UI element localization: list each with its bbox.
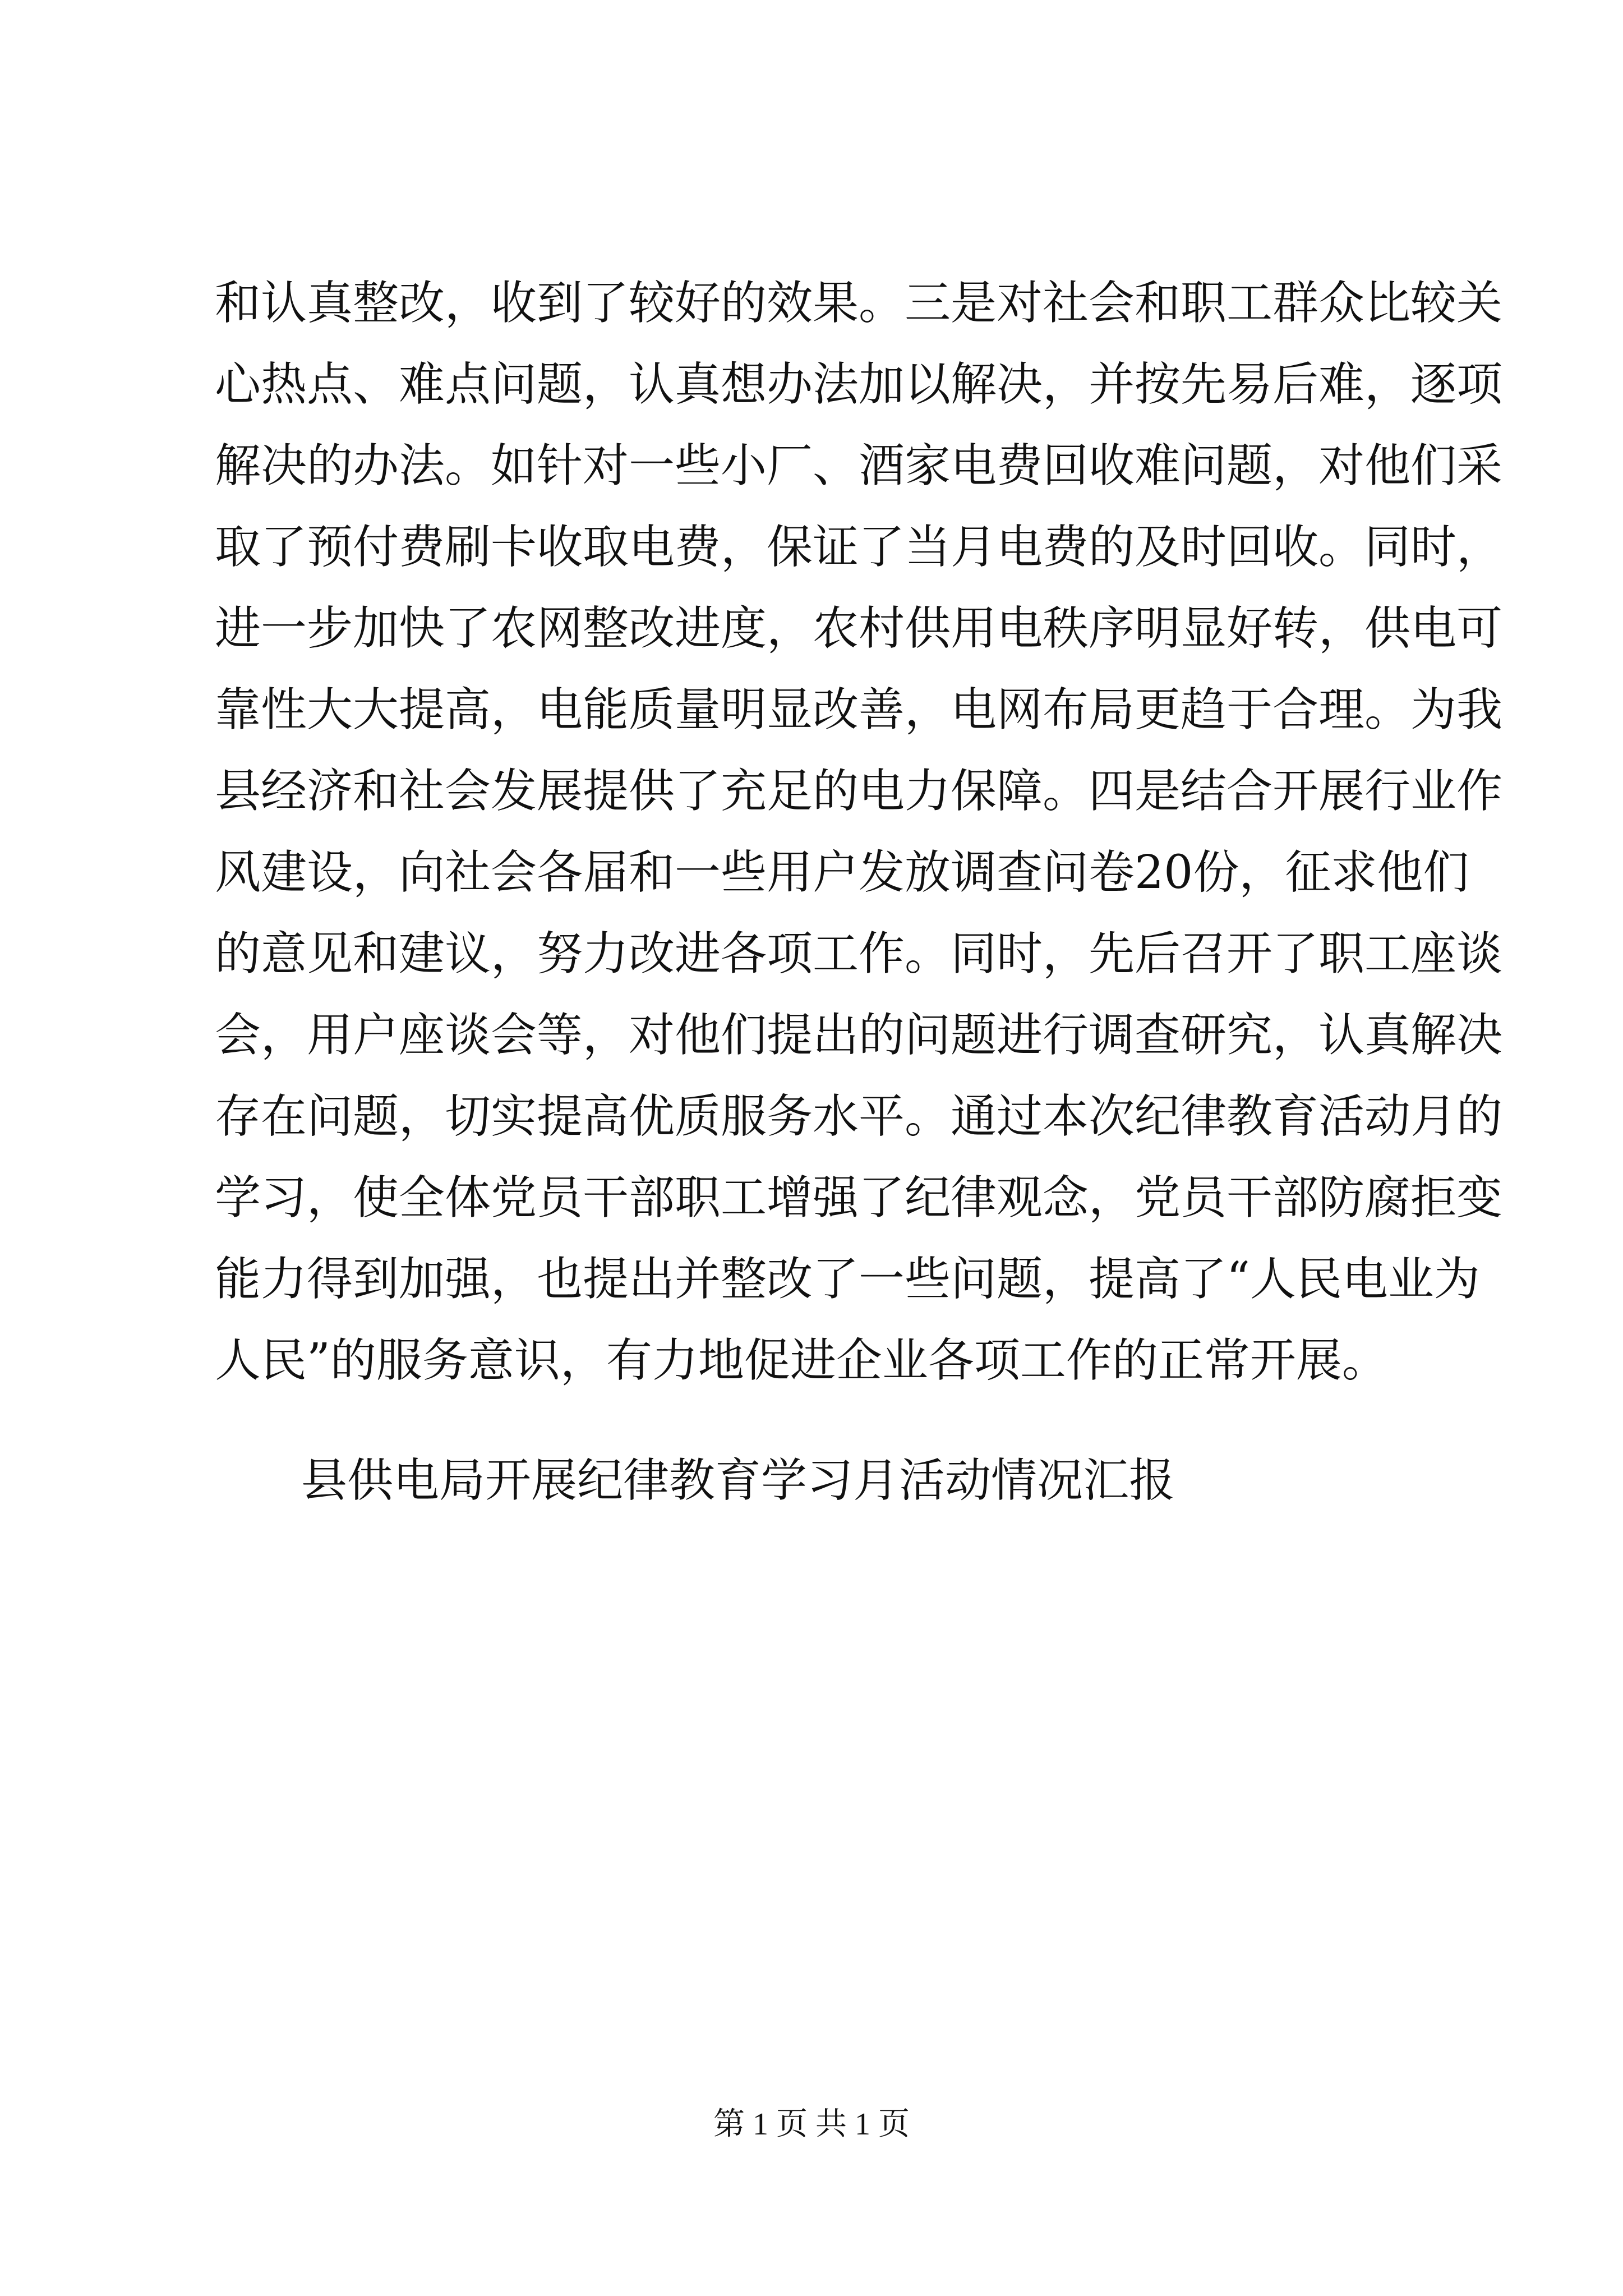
paragraph-line: 学习，使全体党员干部职工增强了纪律观念，党员干部防腐拒变	[215, 1171, 1503, 1225]
paragraph-line: 的意见和建议，努力改进各项工作。同时，先后召开了职工座谈	[215, 927, 1503, 981]
paragraph-line: 进一步加快了农网整改进度，农村供用电秩序明显好转，供电可	[215, 602, 1503, 655]
paragraph-line: 心热点、难点问题，认真想办法加以解决，并按先易后难，逐项	[215, 358, 1503, 411]
paragraph-line: 存在问题，切实提高优质服务水平。通过本次纪律教育活动月的	[215, 1090, 1503, 1143]
paragraph-line: 和认真整改，收到了较好的效果。三是对社会和职工群众比较关	[215, 277, 1503, 330]
closing-title: 县供电局开展纪律教育学习月活动情况汇报	[301, 1454, 1175, 1507]
paragraph-line: 能力得到加强，也提出并整改了一些问题，提高了“人民电业为	[215, 1253, 1480, 1306]
paragraph-line: 风建设，向社会各届和一些用户发放调查问卷20份，征求他们	[215, 846, 1469, 899]
body-paragraph	[215, 263, 1503, 1401]
paragraph-line: 靠性大大提高，电能质量明显改善，电网布局更趋于合理。为我	[215, 683, 1503, 737]
page-footer	[0, 2105, 1623, 2144]
page-number-label: 第 1 页 共 1 页	[713, 2107, 910, 2142]
paragraph-line: 县经济和社会发展提供了充足的电力保障。四是结合开展行业作	[215, 765, 1503, 818]
paragraph-line: 会，用户座谈会等，对他们提出的问题进行调查研究，认真解决	[215, 1009, 1503, 1062]
paragraph-line: 解决的办法。如针对一些小厂、酒家电费回收难问题，对他们采	[215, 439, 1503, 493]
paragraph-line: 取了预付费刷卡收取电费，保证了当月电费的及时回收。同时，	[215, 521, 1503, 574]
paragraph-line: 人民”的服务意识，有力地促进企业各项工作的正常开展。	[215, 1334, 1388, 1387]
